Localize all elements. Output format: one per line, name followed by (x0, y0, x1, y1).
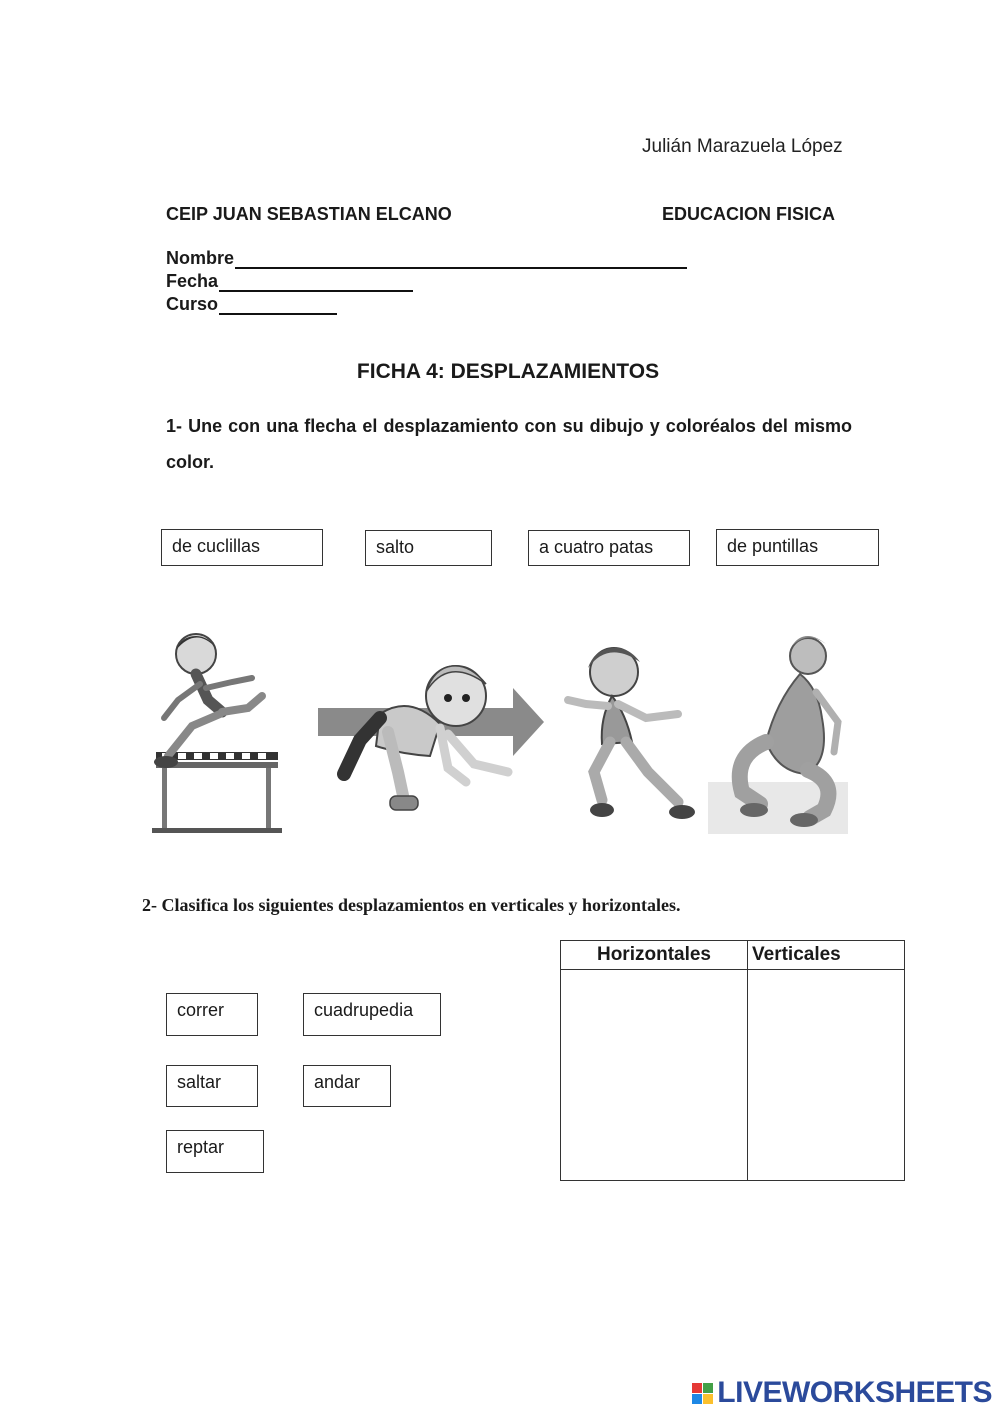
watermark-text: LIVEWORKSHEETS (717, 1376, 992, 1409)
curso-label: Curso (166, 294, 219, 314)
verticales-drop-area[interactable] (748, 970, 905, 1181)
nombre-label: Nombre (166, 248, 235, 268)
word-andar[interactable]: andar (303, 1065, 391, 1107)
school-name: CEIP JUAN SEBASTIAN ELCANO (166, 204, 452, 224)
classification-table (560, 940, 905, 1181)
crawling-illustration (318, 666, 544, 810)
table-row (561, 970, 905, 1181)
header-horizontales: Horizontales (561, 941, 748, 970)
subject-name: EDUCACION FISICA (662, 204, 836, 224)
fecha-label: Fecha (166, 271, 219, 291)
word-cuadrupedia[interactable]: cuadrupedia (303, 993, 441, 1036)
horizontales-drop-area[interactable] (561, 970, 748, 1181)
illustrations-strip (148, 622, 853, 837)
nombre-line[interactable] (235, 249, 687, 269)
curso-field (166, 294, 337, 315)
worksheet-title: FICHA 4: DESPLAZAMIENTOS (356, 360, 660, 383)
question-2-text: 2- Clasifica los siguientes desplazamientos en verticales y horizontales. (142, 895, 681, 915)
header-verticales: Verticales (748, 941, 905, 970)
word-saltar[interactable]: saltar (166, 1065, 258, 1107)
word-correr[interactable]: correr (166, 993, 258, 1036)
option-a-cuatro-patas[interactable]: a cuatro patas (528, 530, 690, 566)
word-reptar[interactable]: reptar (166, 1130, 264, 1173)
option-de-puntillas[interactable]: de puntillas (716, 529, 879, 566)
author-name: Julián Marazuela López (642, 136, 843, 157)
curso-line[interactable] (219, 295, 337, 315)
liveworksheets-watermark (692, 1376, 992, 1410)
fecha-field (166, 271, 413, 292)
fecha-line[interactable] (219, 272, 413, 292)
option-salto[interactable]: salto (365, 530, 492, 566)
liveworksheets-logo-icon (692, 1383, 713, 1404)
table-header-row (561, 941, 905, 970)
nombre-field (166, 248, 687, 269)
option-de-cuclillas[interactable]: de cuclillas (161, 529, 323, 566)
tiptoe-illustration (568, 648, 695, 819)
hurdle-jump-illustration (152, 634, 282, 833)
question-1-text: 1- Une con una flecha el desplazamiento con su dibujo y coloréalos del mismo color. (166, 416, 852, 472)
crouching-illustration (708, 636, 848, 834)
